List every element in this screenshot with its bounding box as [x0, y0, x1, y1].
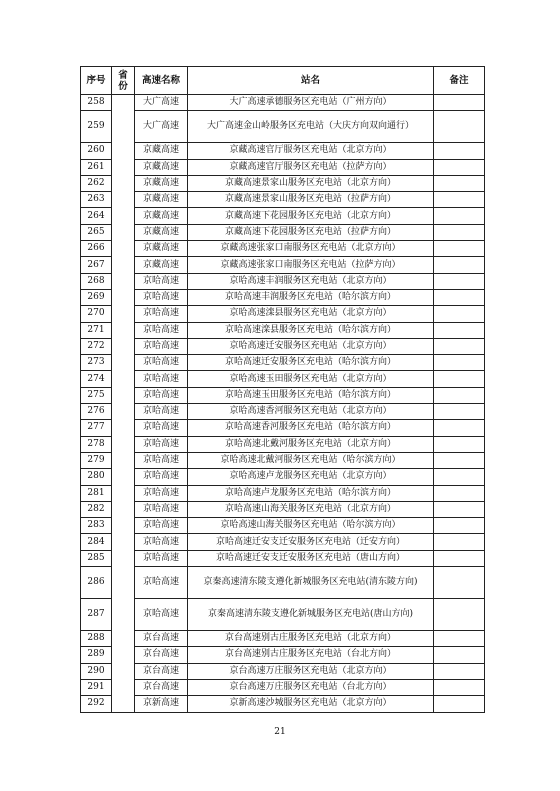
table-row — [81, 95, 485, 111]
row-note — [434, 436, 485, 452]
row-no: 285 — [81, 550, 112, 566]
row-note — [434, 192, 485, 208]
row-no: 288 — [81, 631, 112, 647]
row-no: 263 — [81, 192, 112, 208]
row-highway: 京藏高速 — [135, 257, 188, 273]
row-note — [434, 663, 485, 679]
row-note — [434, 175, 485, 191]
row-no: 270 — [81, 306, 112, 322]
row-station: 京哈高速卢龙服务区充电站（北京方向） — [188, 469, 434, 485]
row-station: 京藏高速下花园服务区充电站（北京方向） — [188, 208, 434, 224]
row-note — [434, 95, 485, 111]
table-row — [81, 224, 485, 240]
row-no: 260 — [81, 143, 112, 159]
row-highway: 京哈高速 — [135, 485, 188, 501]
row-note — [434, 518, 485, 534]
table-row — [81, 273, 485, 289]
row-note — [434, 355, 485, 371]
row-note — [434, 534, 485, 550]
row-no: 284 — [81, 534, 112, 550]
header-no: 序号 — [81, 67, 112, 95]
table-row — [81, 111, 485, 143]
row-no: 268 — [81, 273, 112, 289]
row-station: 京秦高速清东陵支遵化新城服务区充电站(清东陵方向) — [188, 567, 434, 599]
table-row — [81, 289, 485, 305]
row-station: 京哈高速迁安支迁安服务区充电站（唐山方向） — [188, 550, 434, 566]
row-no: 292 — [81, 696, 112, 712]
row-station: 京藏高速张家口南服务区充电站（北京方向） — [188, 241, 434, 257]
row-note — [434, 143, 485, 159]
charging-station-table — [80, 66, 485, 713]
row-highway: 京哈高速 — [135, 599, 188, 631]
row-highway: 京藏高速 — [135, 224, 188, 240]
row-note — [434, 306, 485, 322]
row-highway: 京藏高速 — [135, 192, 188, 208]
row-note — [434, 111, 485, 143]
row-no: 272 — [81, 338, 112, 354]
row-station: 京哈高速玉田服务区充电站（北京方向） — [188, 371, 434, 387]
table-body — [81, 95, 485, 713]
row-note — [434, 420, 485, 436]
row-no: 271 — [81, 322, 112, 338]
table-row — [81, 550, 485, 566]
row-note — [434, 159, 485, 175]
row-station: 京哈高速卢龙服务区充电站（哈尔滨方向） — [188, 485, 434, 501]
table-row — [81, 647, 485, 663]
row-highway: 京哈高速 — [135, 338, 188, 354]
table-row — [81, 159, 485, 175]
row-note — [434, 696, 485, 712]
row-no: 286 — [81, 567, 112, 599]
row-highway: 京哈高速 — [135, 501, 188, 517]
row-note — [434, 679, 485, 695]
row-highway: 京新高速 — [135, 696, 188, 712]
row-note — [434, 404, 485, 420]
table-row — [81, 452, 485, 468]
row-no: 265 — [81, 224, 112, 240]
row-note — [434, 599, 485, 631]
row-no: 281 — [81, 485, 112, 501]
row-note — [434, 550, 485, 566]
row-note — [434, 485, 485, 501]
header-highway: 高速名称 — [135, 67, 188, 95]
row-note — [434, 567, 485, 599]
row-note — [434, 387, 485, 403]
row-highway: 京台高速 — [135, 631, 188, 647]
row-highway: 京台高速 — [135, 647, 188, 663]
table-header — [81, 67, 485, 95]
row-note — [434, 208, 485, 224]
row-highway: 京哈高速 — [135, 289, 188, 305]
row-highway: 京哈高速 — [135, 420, 188, 436]
table-row — [81, 631, 485, 647]
row-highway: 京哈高速 — [135, 550, 188, 566]
row-no: 259 — [81, 111, 112, 143]
row-no: 282 — [81, 501, 112, 517]
row-station: 京哈高速香河服务区充电站（北京方向） — [188, 404, 434, 420]
row-no: 278 — [81, 436, 112, 452]
table-row — [81, 696, 485, 712]
row-no: 287 — [81, 599, 112, 631]
row-highway: 京哈高速 — [135, 306, 188, 322]
row-no: 262 — [81, 175, 112, 191]
row-no: 266 — [81, 241, 112, 257]
row-station: 大广高速承德服务区充电站（广州方向） — [188, 95, 434, 111]
row-station: 京哈高速滦县服务区充电站（北京方向） — [188, 306, 434, 322]
table-row — [81, 469, 485, 485]
row-highway: 京藏高速 — [135, 175, 188, 191]
row-station: 京哈高速迁安服务区充电站（哈尔滨方向） — [188, 355, 434, 371]
page-number: 21 — [274, 727, 286, 737]
row-no: 273 — [81, 355, 112, 371]
header-province — [112, 67, 135, 95]
row-highway: 京哈高速 — [135, 404, 188, 420]
row-note — [434, 241, 485, 257]
row-highway: 京台高速 — [135, 663, 188, 679]
row-highway: 京藏高速 — [135, 241, 188, 257]
row-highway: 京哈高速 — [135, 436, 188, 452]
row-highway: 京哈高速 — [135, 387, 188, 403]
row-station: 京藏高速景家山服务区充电站（北京方向） — [188, 175, 434, 191]
row-station: 京哈高速山海关服务区充电站（哈尔滨方向） — [188, 518, 434, 534]
table-row — [81, 175, 485, 191]
row-note — [434, 469, 485, 485]
row-no: 280 — [81, 469, 112, 485]
table-row — [81, 257, 485, 273]
row-no: 276 — [81, 404, 112, 420]
row-no: 275 — [81, 387, 112, 403]
table-row — [81, 338, 485, 354]
row-no: 290 — [81, 663, 112, 679]
row-highway: 京藏高速 — [135, 159, 188, 175]
row-station: 京藏高速官厅服务区充电站（北京方向） — [188, 143, 434, 159]
row-note — [434, 338, 485, 354]
row-no: 291 — [81, 679, 112, 695]
row-station: 京哈高速迁安支迁安服务区充电站（迁安方向） — [188, 534, 434, 550]
row-highway: 京哈高速 — [135, 567, 188, 599]
table-row — [81, 306, 485, 322]
table-row — [81, 518, 485, 534]
table-row — [81, 322, 485, 338]
row-highway: 京哈高速 — [135, 534, 188, 550]
row-highway: 大广高速 — [135, 95, 188, 111]
row-no: 258 — [81, 95, 112, 111]
row-station: 京哈高速滦县服务区充电站（哈尔滨方向） — [188, 322, 434, 338]
row-station: 京哈高速迁安服务区充电站（北京方向） — [188, 338, 434, 354]
row-highway: 京哈高速 — [135, 273, 188, 289]
header-station: 站名 — [188, 67, 434, 95]
table-row — [81, 567, 485, 599]
row-no: 283 — [81, 518, 112, 534]
row-station: 京秦高速清东陵支遵化新城服务区充电站(唐山方向) — [188, 599, 434, 631]
row-no: 289 — [81, 647, 112, 663]
table-row — [81, 663, 485, 679]
table-row — [81, 534, 485, 550]
header-note: 备注 — [434, 67, 485, 95]
table-row — [81, 485, 485, 501]
row-highway: 京哈高速 — [135, 518, 188, 534]
row-station: 京藏高速下花园服务区充电站（拉萨方向） — [188, 224, 434, 240]
row-highway: 京哈高速 — [135, 322, 188, 338]
row-highway: 京哈高速 — [135, 452, 188, 468]
row-no: 277 — [81, 420, 112, 436]
table-row — [81, 371, 485, 387]
row-station: 京哈高速丰润服务区充电站（北京方向） — [188, 273, 434, 289]
header-province-line2: 份 — [118, 80, 128, 92]
row-highway: 京哈高速 — [135, 371, 188, 387]
row-no: 274 — [81, 371, 112, 387]
row-highway: 京哈高速 — [135, 355, 188, 371]
row-station: 京台高速万庄服务区充电站（北京方向） — [188, 663, 434, 679]
row-no: 264 — [81, 208, 112, 224]
table-row — [81, 143, 485, 159]
row-note — [434, 224, 485, 240]
row-station: 京哈高速香河服务区充电站（哈尔滨方向） — [188, 420, 434, 436]
row-note — [434, 322, 485, 338]
header-row — [81, 67, 485, 95]
row-note — [434, 371, 485, 387]
row-highway: 京藏高速 — [135, 143, 188, 159]
row-station: 京台高速万庄服务区充电站（台北方向） — [188, 679, 434, 695]
row-note — [434, 647, 485, 663]
row-no: 267 — [81, 257, 112, 273]
row-station: 京台高速别古庄服务区充电站（北京方向） — [188, 631, 434, 647]
row-highway: 京台高速 — [135, 679, 188, 695]
table-row — [81, 501, 485, 517]
row-highway: 京哈高速 — [135, 469, 188, 485]
row-note — [434, 257, 485, 273]
table-row — [81, 679, 485, 695]
row-station: 京哈高速玉田服务区充电站（哈尔滨方向） — [188, 387, 434, 403]
table-row — [81, 192, 485, 208]
row-note — [434, 452, 485, 468]
table-row — [81, 599, 485, 631]
header-province-line1: 省 — [118, 69, 128, 81]
row-station: 京哈高速丰润服务区充电站（哈尔滨方向） — [188, 289, 434, 305]
table-row — [81, 404, 485, 420]
row-station: 京哈高速北戴河服务区充电站（北京方向） — [188, 436, 434, 452]
row-note — [434, 631, 485, 647]
table-row — [81, 355, 485, 371]
table-row — [81, 436, 485, 452]
row-no: 269 — [81, 289, 112, 305]
row-station: 京藏高速官厅服务区充电站（拉萨方向） — [188, 159, 434, 175]
row-note — [434, 501, 485, 517]
row-station: 京哈高速山海关服务区充电站（北京方向） — [188, 501, 434, 517]
row-highway: 大广高速 — [135, 111, 188, 143]
table-row — [81, 241, 485, 257]
row-station: 京藏高速景家山服务区充电站（拉萨方向） — [188, 192, 434, 208]
row-no: 279 — [81, 452, 112, 468]
row-station: 京新高速沙城服务区充电站（北京方向） — [188, 696, 434, 712]
row-station: 京藏高速张家口南服务区充电站（拉萨方向） — [188, 257, 434, 273]
row-station: 京台高速别古庄服务区充电站（台北方向） — [188, 647, 434, 663]
table-row — [81, 208, 485, 224]
row-note — [434, 273, 485, 289]
row-station: 京哈高速北戴河服务区充电站（哈尔滨方向） — [188, 452, 434, 468]
row-note — [434, 289, 485, 305]
row-highway: 京藏高速 — [135, 208, 188, 224]
table-row — [81, 420, 485, 436]
row-no: 261 — [81, 159, 112, 175]
table-row — [81, 387, 485, 403]
province-cell — [112, 95, 135, 713]
row-station: 大广高速金山岭服务区充电站（大庆方向双向通行） — [188, 111, 434, 143]
